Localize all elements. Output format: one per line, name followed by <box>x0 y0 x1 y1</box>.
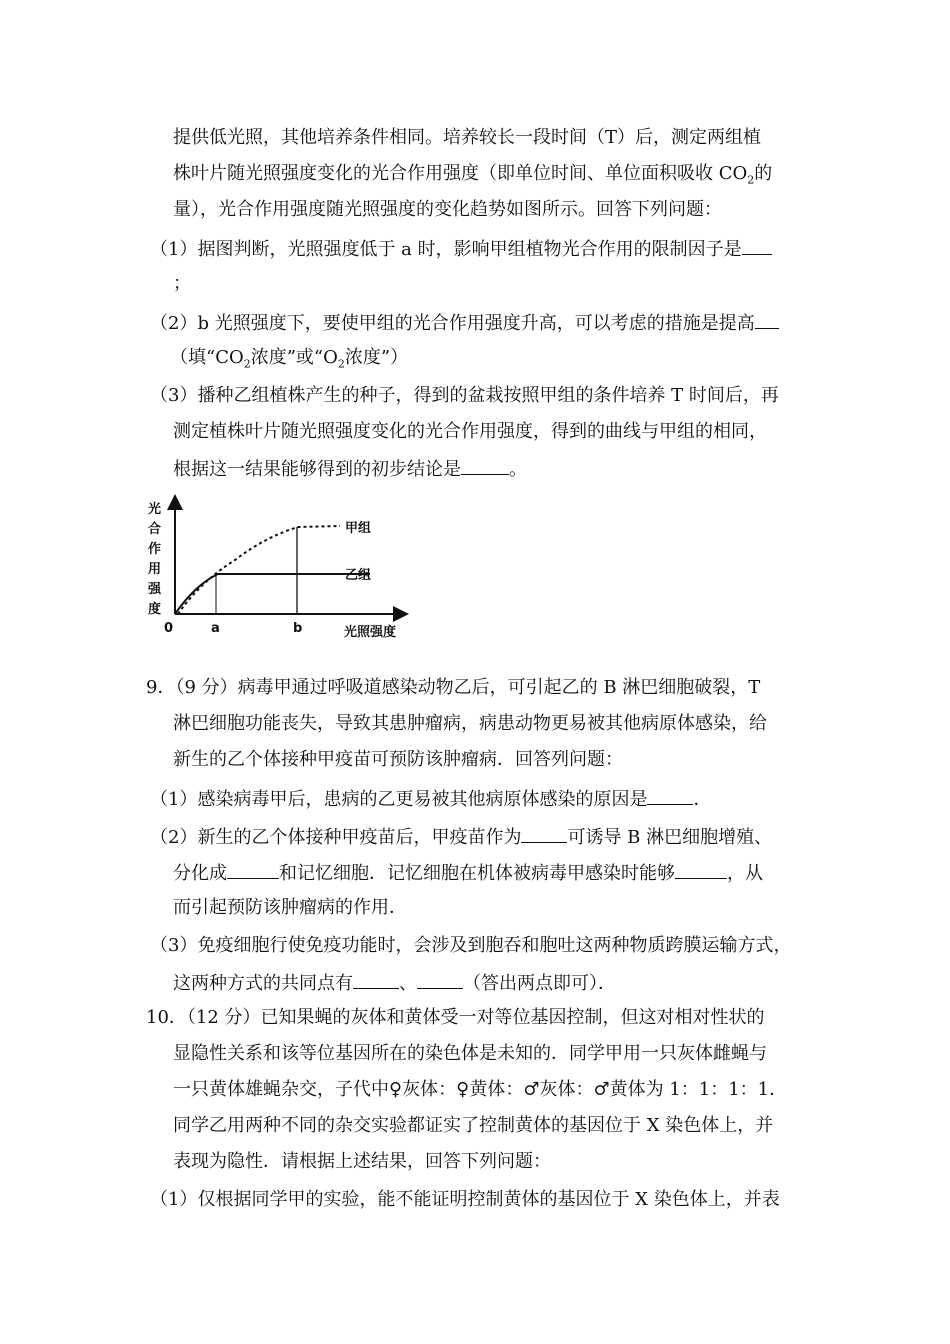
ylabel-char: 光 <box>148 502 162 517</box>
q9-sub2-b-mid: 和记忆细胞．记忆细胞在机体被病毒甲感染时能够 <box>279 863 675 884</box>
text-line-p2 <box>173 162 772 193</box>
question-1-end: ； <box>173 273 191 294</box>
ylabel-char: 合 <box>148 522 162 537</box>
answer-blank <box>755 310 779 329</box>
q10-line2: 显隐性关系和该等位基因所在的染色体是未知的．同学甲用一只灰体雌蝇与 <box>173 1043 767 1064</box>
q10-sub1-line1: （1）仅根据同学甲的实验，能不能证明控制黄体的基因位于 X 染色体上，并表 <box>150 1189 780 1210</box>
question-3-text: 根据这一结果能够得到的初步结论是 <box>173 459 461 480</box>
q10-line1: 10．（12 分）已知果蝇的灰体和黄体受一对等位基因控制，但这对相对性状的 <box>146 1007 765 1028</box>
photosynthesis-graph <box>140 490 425 645</box>
q10-line4: 同学乙用两种不同的杂交实验都证实了控制黄体的基因位于 X 染色体上，并 <box>173 1115 774 1136</box>
q9-sub2-line2 <box>173 860 763 886</box>
tick-b: b <box>293 621 303 636</box>
q9-sub3-line1: （3）免疫细胞行使免疫功能时，会涉及到胞吞和胞吐这两种物质跨膜运输方式， <box>150 935 792 956</box>
question-1 <box>150 236 772 262</box>
text-p2b: 的 <box>754 163 773 184</box>
answer-blank <box>647 786 693 805</box>
answer-blank <box>461 456 509 475</box>
q9-sub2-text: （2）新生的乙个体接种甲疫苗后，甲疫苗作为 <box>150 827 522 848</box>
q2-hint-sub2: 2 <box>337 357 345 371</box>
tick-a: a <box>211 621 220 636</box>
q9-sub3-line2 <box>173 970 616 996</box>
q9-line1: 9．（9 分）病毒甲通过呼吸道感染动物乙后，可引起乙的 B 淋巴细胞破裂，T <box>146 677 761 698</box>
text-p2a: 株叶片随光照强度变化的光合作用强度（即单位时间、单位面积吸收 CO <box>173 163 748 184</box>
answer-blank <box>227 860 279 879</box>
q9-sub3-mid: 、 <box>399 973 417 994</box>
q9-sub1-text: （1）感染病毒甲后，患病的乙更易被其他病原体感染的原因是 <box>150 789 648 810</box>
label-jia: 甲组 <box>345 521 372 536</box>
question-3-line3 <box>173 456 527 482</box>
question-1-text: （1）据图判断，光照强度低于 a 时，影响甲组植物光合作用的限制因子是 <box>150 239 742 260</box>
ylabel-char: 作 <box>148 542 162 557</box>
ylabel-char: 用 <box>148 562 162 577</box>
q9-sub3-text: 这两种方式的共同点有 <box>173 973 353 994</box>
q9-sub1 <box>150 786 711 812</box>
q2-hint-pre: （填“CO <box>170 347 244 368</box>
answer-blank <box>521 824 567 843</box>
q9-line3: 新生的乙个体接种甲疫苗可预防该肿瘤病．回答列问题： <box>173 749 623 770</box>
question-2 <box>150 310 779 336</box>
q9-line2: 淋巴细胞功能丧失，导致其患肿瘤病，病患动物更易被其他病原体感染，给 <box>173 713 767 734</box>
q9-sub2-line3: 而引起预防该肿瘤病的作用． <box>173 897 407 918</box>
photosynthesis-figure <box>140 490 425 645</box>
q9-sub2-end: 可诱导 B 淋巴细胞增殖、 <box>567 827 773 848</box>
q10-line3: 一只黄体雄蝇杂交，子代中♀灰体：♀黄体：♂灰体：♂黄体为 1：1：1：1． <box>173 1079 788 1100</box>
q9-sub2-b-end: ，从 <box>727 863 763 884</box>
q9-sub3-end: （答出两点即可）． <box>463 973 616 994</box>
ylabel-char: 度 <box>148 602 162 617</box>
q9-sub2-line1 <box>150 824 772 850</box>
text-line-p3: 量），光合作用强度随光照强度的变化趋势如图所示。回答下列问题： <box>173 199 722 220</box>
origin-label: 0 <box>164 621 174 636</box>
ylabel-char: 强 <box>148 582 162 597</box>
curve-yi <box>175 574 370 614</box>
answer-blank <box>353 970 399 989</box>
answer-blank <box>675 860 727 879</box>
q2-hint-mid: 浓度”或“O <box>250 347 338 368</box>
question-3-end: 。 <box>509 459 527 480</box>
q9-sub2-b: 分化成 <box>173 863 227 884</box>
q2-hint-sub1: 2 <box>243 357 251 371</box>
question-2-text: （2）b 光照强度下，要使甲组的光合作用强度升高，可以考虑的措施是提高 <box>150 313 755 334</box>
curve-jia <box>178 526 340 614</box>
q9-sub1-end: ． <box>693 789 712 810</box>
question-3-line2: 测定植株叶片随光照强度变化的光合作用强度，得到的曲线与甲组的相同， <box>173 421 767 442</box>
text-line-p1: 提供低光照，其他培养条件相同。培养较长一段时间（T）后，测定两组植 <box>173 127 762 148</box>
q2-hint-post: 浓度”） <box>344 347 409 368</box>
text-p2-subscript: 2 <box>747 173 755 187</box>
xlabel: 光照强度 <box>344 625 397 640</box>
q10-line5: 表现为隐性．请根据上述结果，回答下列问题： <box>173 1151 551 1172</box>
answer-blank <box>742 236 772 255</box>
question-2-hint <box>170 346 408 377</box>
answer-blank <box>417 970 463 989</box>
question-3-line1: （3）播种乙组植株产生的种子，得到的盆栽按照甲组的条件培养 T 时间后，再 <box>150 385 779 406</box>
label-yi: 乙组 <box>345 568 372 583</box>
